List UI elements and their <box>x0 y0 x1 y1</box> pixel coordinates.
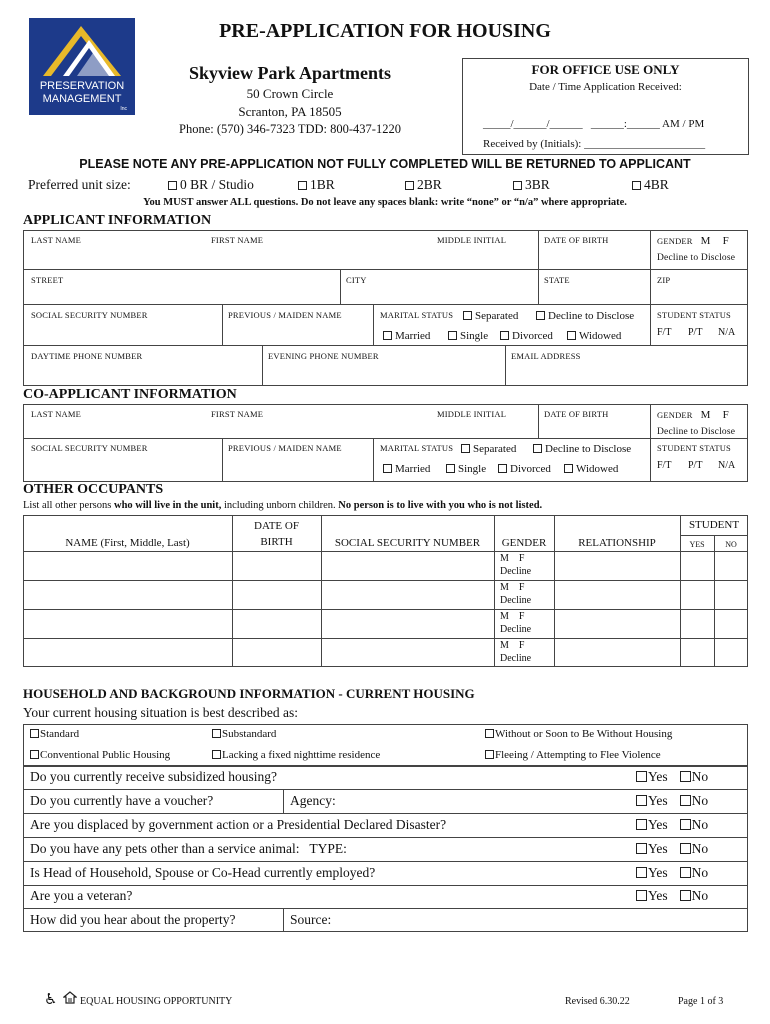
field-first-name[interactable]: FIRST NAME <box>211 235 264 245</box>
option-label: Divorced <box>510 463 551 475</box>
occupant-row-3-gender[interactable] <box>500 610 531 636</box>
col-relationship: RELATIONSHIP <box>578 537 656 549</box>
property-phone: Phone: (570) 346-7323 TDD: 800-437-1220 <box>179 122 401 136</box>
marital-single[interactable] <box>448 330 488 342</box>
co-marital-separated[interactable] <box>461 443 516 455</box>
unit-option-1br[interactable] <box>298 177 335 193</box>
logo-text-2: MANAGEMENT <box>42 93 122 105</box>
co-student-pt[interactable]: P/T <box>688 460 703 471</box>
option-label: Separated <box>473 443 517 455</box>
gender-decline[interactable]: Decline <box>500 653 532 664</box>
field-evening-phone[interactable]: EVENING PHONE NUMBER <box>268 351 379 361</box>
col-name: NAME (First, Middle, Last) <box>65 537 190 549</box>
field-gender[interactable] <box>657 235 729 247</box>
co-marital-married[interactable] <box>383 463 430 475</box>
checkbox-icon[interactable] <box>513 181 522 190</box>
co-field-dob[interactable]: DATE OF BIRTH <box>544 409 609 419</box>
office-date-label: Date / Time Application Received: <box>529 81 682 93</box>
office-title: FOR OFFICE USE ONLY <box>531 62 680 77</box>
field-ssn[interactable]: SOCIAL SECURITY NUMBER <box>31 310 148 320</box>
voucher-agency-label[interactable]: Agency: <box>290 793 336 808</box>
property-address-2: Scranton, PA 18505 <box>238 104 342 119</box>
checkbox-icon[interactable] <box>383 464 392 473</box>
marital-widowed[interactable] <box>567 330 621 342</box>
page-title: PRE-APPLICATION FOR HOUSING <box>219 20 551 42</box>
applicant-heading: APPLICANT INFORMATION <box>23 213 212 228</box>
no-label: No <box>691 841 709 856</box>
yes-label: Yes <box>648 769 668 784</box>
checkbox-icon[interactable] <box>405 181 414 190</box>
co-field-ssn[interactable]: SOCIAL SECURITY NUMBER <box>31 443 148 453</box>
field-state[interactable]: STATE <box>544 275 570 285</box>
field-middle-initial[interactable]: MIDDLE INITIAL <box>437 235 507 245</box>
option-label: Married <box>395 463 431 475</box>
checkbox-icon[interactable] <box>680 867 691 878</box>
property-name: Skyview Park Apartments <box>189 63 391 83</box>
option-label: Married <box>395 330 431 342</box>
intro-part: No person is to live with you who is not listed. <box>338 500 543 511</box>
checkbox-icon[interactable] <box>383 331 392 340</box>
no-label: No <box>691 793 709 808</box>
checkbox-icon[interactable] <box>636 771 647 782</box>
checkbox-icon[interactable] <box>680 890 691 901</box>
gender-f[interactable]: F <box>722 409 729 421</box>
intro-part: List all other persons <box>23 500 114 511</box>
checkbox-icon[interactable] <box>680 819 691 830</box>
checkbox-icon[interactable] <box>533 444 542 453</box>
intro-part: including unborn children. <box>221 500 339 511</box>
gender-decline[interactable]: Decline to Disclose <box>657 253 736 263</box>
gender-decline[interactable]: Decline <box>500 566 532 577</box>
marital-separated[interactable] <box>463 310 518 322</box>
option-label: Conventional Public Housing <box>40 749 171 761</box>
col-student-no: NO <box>725 540 737 549</box>
option-label: Lacking a fixed nighttime residence <box>222 749 381 761</box>
gender-decline[interactable]: Decline <box>500 624 532 635</box>
situation-public-housing[interactable] <box>30 749 170 761</box>
student-pt[interactable]: P/T <box>688 327 703 338</box>
checkbox-icon[interactable] <box>212 729 221 738</box>
applicant-grid <box>23 230 748 386</box>
field-prev-name[interactable]: PREVIOUS / MAIDEN NAME <box>228 310 342 320</box>
checkbox-icon[interactable] <box>636 843 647 854</box>
option-label: Widowed <box>576 463 619 475</box>
page-number: Page 1 of 3 <box>678 996 724 1007</box>
situation-without-housing[interactable] <box>485 728 672 740</box>
yes-label: Yes <box>648 865 668 880</box>
option-label: 4BR <box>644 177 669 192</box>
checkbox-icon[interactable] <box>632 181 641 190</box>
gender-m[interactable]: M <box>700 235 711 247</box>
checkbox-icon[interactable] <box>448 331 457 340</box>
company-logo <box>29 18 135 115</box>
situation-lacking-residence[interactable] <box>212 749 380 761</box>
co-gender-decline[interactable]: Decline to Disclose <box>657 427 736 437</box>
revision-date: Revised 6.30.22 <box>565 996 630 1007</box>
option-label: Single <box>458 463 487 475</box>
yes-label: Yes <box>648 841 668 856</box>
checkbox-icon[interactable] <box>636 890 647 901</box>
gender-f[interactable]: F <box>518 582 525 593</box>
no-label: No <box>691 888 709 903</box>
logo-text-1: PRESERVATION <box>39 80 125 92</box>
property-address-1: 50 Crown Circle <box>246 86 334 101</box>
yes-label: Yes <box>648 888 668 903</box>
coapplicant-heading: CO-APPLICANT INFORMATION <box>23 387 237 402</box>
occupants-heading: OTHER OCCUPANTS <box>23 482 164 497</box>
co-student-ft[interactable]: F/T <box>657 460 672 471</box>
co-field-gender[interactable] <box>657 409 729 421</box>
gender-label: GENDER <box>657 410 693 420</box>
col-gender: GENDER <box>501 537 547 549</box>
gender-m[interactable]: M <box>500 582 509 593</box>
option-label: Widowed <box>579 330 622 342</box>
occupant-row-1-gender[interactable] <box>500 552 531 578</box>
yes-no-subsidized[interactable] <box>636 769 708 785</box>
option-label: 0 BR / Studio <box>180 177 254 192</box>
logo-mountain-icon <box>29 18 135 78</box>
col-student: STUDENT <box>688 519 740 531</box>
field-city[interactable]: CITY <box>346 275 367 285</box>
no-label: No <box>691 769 709 784</box>
yes-no-displaced[interactable] <box>636 817 708 833</box>
accessibility-icon: ♿ <box>44 990 58 1008</box>
household-heading: HOUSEHOLD AND BACKGROUND INFORMATION - CURRENT HOUSING <box>23 686 475 701</box>
checkbox-icon[interactable] <box>30 729 39 738</box>
situation-fleeing[interactable] <box>485 749 661 761</box>
option-label: Divorced <box>512 330 553 342</box>
checkbox-icon[interactable] <box>212 750 221 759</box>
gender-decline[interactable]: Decline <box>500 595 532 606</box>
equal-housing-text: EQUAL HOUSING OPPORTUNITY <box>80 996 233 1007</box>
field-zip[interactable]: ZIP <box>657 275 671 285</box>
unit-option-0br[interactable] <box>168 177 254 193</box>
question-displaced: Are you displaced by government action or a Presidential Declared Disaster? <box>30 817 447 832</box>
option-label: Standard <box>40 728 80 740</box>
answer-all-instruction: You MUST answer ALL questions. Do not leave any spaces blank: write “none” or “n/a” where appropriate. <box>143 197 627 208</box>
occupant-row-2-gender[interactable] <box>500 581 531 607</box>
field-day-phone[interactable]: DAYTIME PHONE NUMBER <box>31 351 143 361</box>
question-pets: Do you have any pets other than a service animal: TYPE: <box>30 841 347 856</box>
question-voucher: Do you currently have a voucher? <box>30 793 214 808</box>
source-label[interactable]: Source: <box>290 912 332 927</box>
co-marital-decline[interactable] <box>533 443 631 455</box>
question-veteran: Are you a veteran? <box>30 888 133 903</box>
co-field-prev-name[interactable]: PREVIOUS / MAIDEN NAME <box>228 443 342 453</box>
gender-m[interactable]: M <box>500 553 509 564</box>
checkbox-icon[interactable] <box>636 867 647 878</box>
field-email[interactable]: EMAIL ADDRESS <box>511 351 581 361</box>
option-label: 3BR <box>525 177 550 192</box>
co-field-marital-status: MARITAL STATUS <box>380 443 454 453</box>
co-field-student-status: STUDENT STATUS <box>657 443 731 453</box>
checkbox-icon[interactable] <box>498 464 507 473</box>
field-student-status: STUDENT STATUS <box>657 310 731 320</box>
co-marital-single[interactable] <box>446 463 486 475</box>
col-dob-2: BIRTH <box>260 536 293 548</box>
col-student-yes: YES <box>689 540 705 549</box>
gender-f[interactable]: F <box>518 553 525 564</box>
unit-option-2br[interactable] <box>405 177 442 193</box>
checkbox-icon[interactable] <box>168 181 177 190</box>
checkbox-icon[interactable] <box>680 795 691 806</box>
gender-m[interactable]: M <box>700 409 711 421</box>
gender-m[interactable]: M <box>500 640 509 651</box>
unit-option-3br[interactable] <box>513 177 550 193</box>
checkbox-icon[interactable] <box>680 843 691 854</box>
field-marital-status: MARITAL STATUS <box>380 310 454 320</box>
option-label: Without or Soon to Be Without Housing <box>495 728 673 740</box>
checkbox-icon[interactable] <box>567 331 576 340</box>
checkbox-icon[interactable] <box>536 311 545 320</box>
yes-label: Yes <box>648 817 668 832</box>
checkbox-icon[interactable] <box>30 750 39 759</box>
student-ft[interactable]: F/T <box>657 327 672 338</box>
no-label: No <box>691 865 709 880</box>
co-field-last-name[interactable]: LAST NAME <box>31 409 82 419</box>
occupants-intro <box>23 500 542 511</box>
intro-part: who will live in the unit, <box>113 500 222 511</box>
logo-inc: Inc <box>120 106 127 112</box>
field-last-name[interactable]: LAST NAME <box>31 235 82 245</box>
marital-divorced[interactable] <box>500 330 553 342</box>
household-subheading: Your current housing situation is best described as: <box>23 705 298 720</box>
yes-no-voucher[interactable] <box>636 793 708 809</box>
checkbox-icon[interactable] <box>463 311 472 320</box>
incomplete-notice: PLEASE NOTE ANY PRE-APPLICATION NOT FULLY COMPLETED WILL BE RETURNED TO APPLICANT <box>79 157 691 171</box>
checkbox-icon[interactable] <box>485 750 494 759</box>
yes-label: Yes <box>648 793 668 808</box>
question-employed: Is Head of Household, Spouse or Co-Head currently employed? <box>30 865 376 880</box>
yes-no-pets[interactable] <box>636 841 708 857</box>
question-hear-about: How did you hear about the property? <box>30 912 236 927</box>
equal-housing-icon <box>63 991 77 1004</box>
gender-label: GENDER <box>657 236 693 246</box>
option-label: Substandard <box>222 728 277 740</box>
gender-f[interactable]: F <box>518 640 525 651</box>
marital-married[interactable] <box>383 330 430 342</box>
yes-no-employed[interactable] <box>636 865 708 881</box>
col-dob-1: DATE OF <box>254 520 299 532</box>
field-street[interactable]: STREET <box>31 275 64 285</box>
no-label: No <box>691 817 709 832</box>
student-na[interactable]: N/A <box>718 327 736 338</box>
checkbox-icon[interactable] <box>298 181 307 190</box>
checkbox-icon[interactable] <box>446 464 455 473</box>
option-label: 1BR <box>310 177 335 192</box>
checkbox-icon[interactable] <box>564 464 573 473</box>
occupant-row-4-gender[interactable] <box>500 639 531 665</box>
gender-f[interactable]: F <box>518 611 525 622</box>
co-field-middle-initial[interactable]: MIDDLE INITIAL <box>437 409 507 419</box>
checkbox-icon[interactable] <box>636 819 647 830</box>
checkbox-icon[interactable] <box>680 771 691 782</box>
option-label: Decline to Disclose <box>548 310 635 322</box>
marital-decline[interactable] <box>536 310 634 322</box>
checkbox-icon[interactable] <box>461 444 470 453</box>
gender-m[interactable]: M <box>500 611 509 622</box>
unit-option-4br[interactable] <box>632 177 669 193</box>
office-date-line: _____/______/______ ______:______ AM / PM <box>483 118 705 130</box>
situation-standard[interactable] <box>30 728 79 740</box>
situation-substandard[interactable] <box>212 728 276 740</box>
question-subsidized: Do you currently receive subsidized housing? <box>30 769 278 784</box>
co-marital-widowed[interactable] <box>564 463 618 475</box>
option-label: Separated <box>475 310 519 322</box>
unit-size-label: Preferred unit size: <box>28 177 131 192</box>
co-field-first-name[interactable]: FIRST NAME <box>211 409 264 419</box>
option-label: Fleeing / Attempting to Flee Violence <box>495 749 661 761</box>
option-label: 2BR <box>417 177 442 192</box>
checkbox-icon[interactable] <box>485 729 494 738</box>
co-student-na[interactable]: N/A <box>718 460 736 471</box>
co-marital-divorced[interactable] <box>498 463 551 475</box>
office-received: Received by (Initials): ______________________ <box>483 138 706 150</box>
option-label: Decline to Disclose <box>545 443 632 455</box>
col-ssn: SOCIAL SECURITY NUMBER <box>334 537 481 549</box>
option-label: Single <box>460 330 489 342</box>
gender-f[interactable]: F <box>722 235 729 247</box>
field-dob[interactable]: DATE OF BIRTH <box>544 235 609 245</box>
checkbox-icon[interactable] <box>500 331 509 340</box>
yes-no-veteran[interactable] <box>636 888 708 904</box>
checkbox-icon[interactable] <box>636 795 647 806</box>
